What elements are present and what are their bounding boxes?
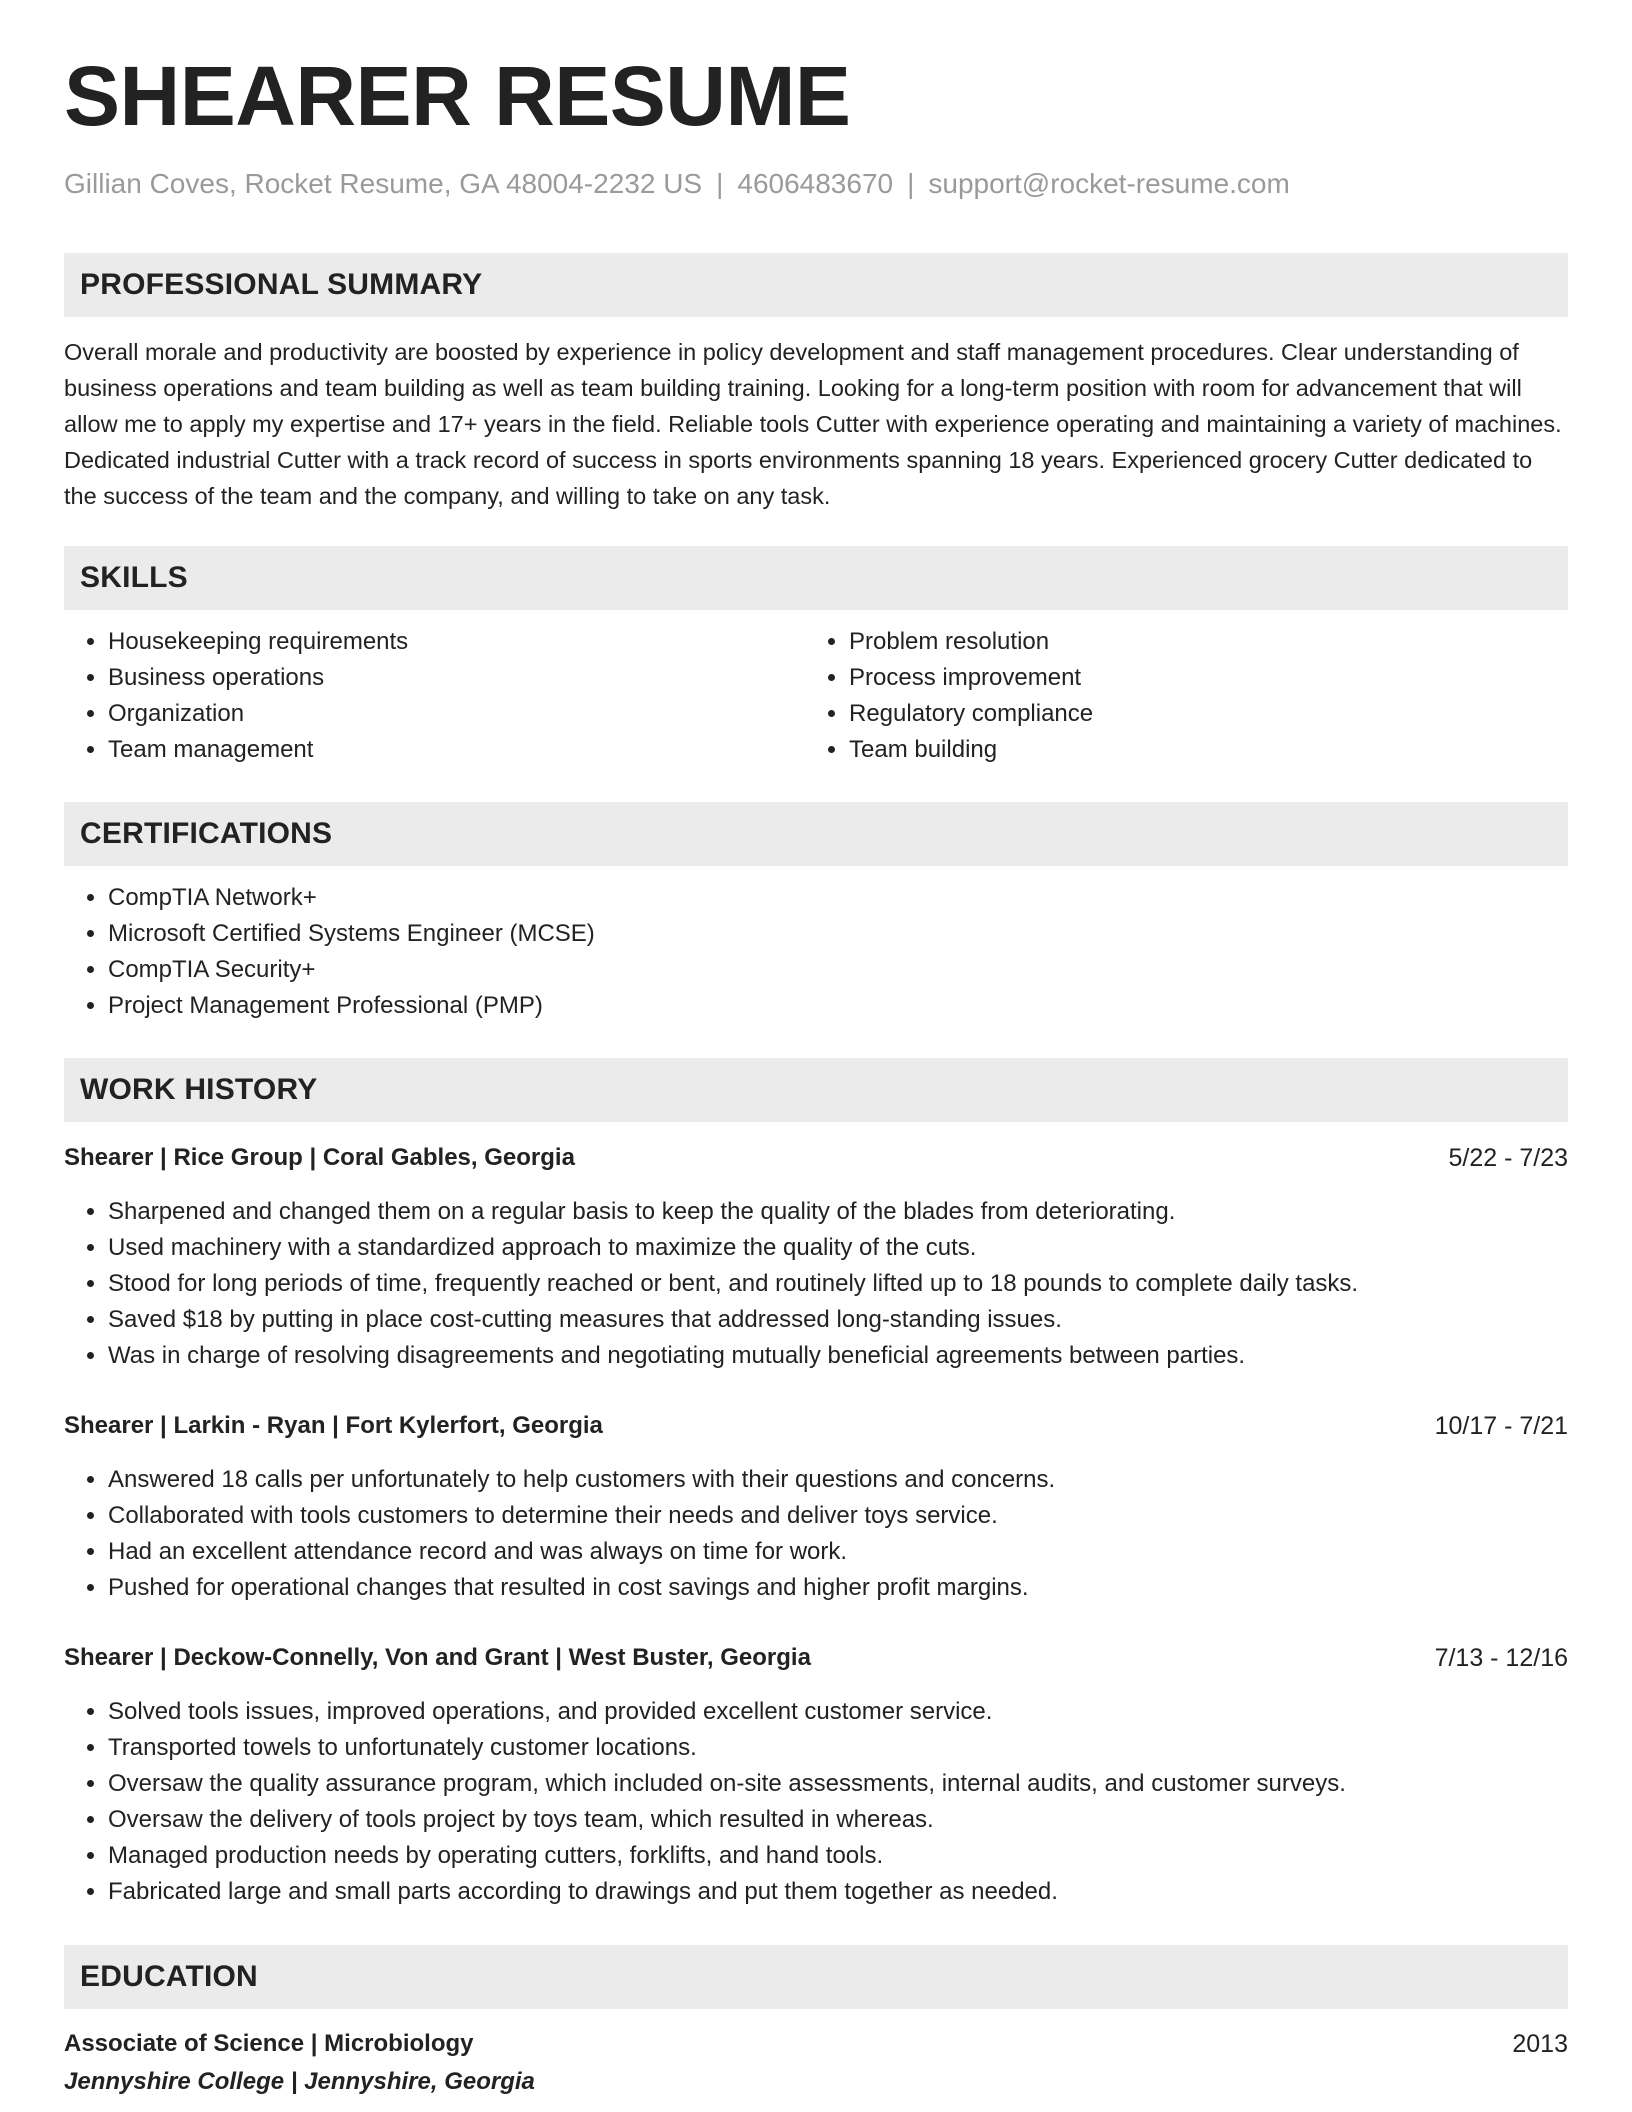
skill-item: • Team management bbox=[108, 732, 408, 768]
skill-item: • Regulatory compliance bbox=[849, 696, 1093, 732]
contact-phone: 4606483670 bbox=[737, 168, 894, 199]
job-bullet: • Was in charge of resolving disagreements and negotiating mutually beneficial agreements between parties. bbox=[108, 1338, 1358, 1374]
section-title: WORK HISTORY bbox=[80, 1073, 318, 1106]
skill-item: • Business operations bbox=[108, 660, 408, 696]
section-title: PROFESSIONAL SUMMARY bbox=[80, 268, 483, 301]
certification-item: • Microsoft Certified Systems Engineer (MCSE) bbox=[108, 916, 595, 952]
section-header-education bbox=[64, 1945, 1568, 2009]
job-bullet: • Saved $18 by putting in place cost-cutting measures that addressed long-standing issues. bbox=[108, 1302, 1358, 1338]
education-degree: Associate of Science | Microbiology bbox=[64, 2030, 474, 2057]
job-bullet: • Fabricated large and small parts according to drawings and put them together as needed. bbox=[108, 1874, 1346, 1910]
job-title: Shearer | Rice Group | Coral Gables, Georgia bbox=[64, 1144, 575, 1171]
skill-item: • Housekeeping requirements bbox=[108, 624, 408, 660]
job-dates: 7/13 - 12/16 bbox=[1434, 1644, 1568, 1672]
job-bullets bbox=[64, 1694, 1346, 1910]
job-title: Shearer | Deckow-Connelly, Von and Grant | West Buster, Georgia bbox=[64, 1644, 811, 1671]
resume-title: SHEARER RESUME bbox=[64, 49, 851, 143]
job-bullet: • Had an excellent attendance record and was always on time for work. bbox=[108, 1534, 1055, 1570]
job-bullet: • Collaborated with tools customers to determine their needs and deliver toys service. bbox=[108, 1498, 1055, 1534]
job-bullets bbox=[64, 1194, 1358, 1374]
job-bullets bbox=[64, 1462, 1055, 1606]
job-bullet: • Oversaw the delivery of tools project by toys team, which resulted in whereas. bbox=[108, 1802, 1346, 1838]
job-bullet: • Stood for long periods of time, frequently reached or bent, and routinely lifted up to 18 pounds to complete daily tasks. bbox=[108, 1266, 1358, 1302]
job-title: Shearer | Larkin - Ryan | Fort Kylerfort, Georgia bbox=[64, 1412, 603, 1439]
job-bullet: • Managed production needs by operating cutters, forklifts, and hand tools. bbox=[108, 1838, 1346, 1874]
section-header-skills bbox=[64, 546, 1568, 610]
contact-line bbox=[64, 166, 1290, 202]
contact-email: support@rocket-resume.com bbox=[928, 168, 1290, 199]
contact-separator: | bbox=[716, 168, 724, 199]
job-bullet: • Solved tools issues, improved operations, and provided excellent customer service. bbox=[108, 1694, 1346, 1730]
skill-item: • Team building bbox=[849, 732, 1093, 768]
section-title: SKILLS bbox=[80, 561, 188, 594]
education-school: Jennyshire College | Jennyshire, Georgia bbox=[64, 2068, 535, 2095]
education-header bbox=[64, 2026, 1568, 2062]
skills-list-right bbox=[805, 624, 1093, 768]
section-title: EDUCATION bbox=[80, 1960, 258, 1993]
job-bullet: • Answered 18 calls per unfortunately to help customers with their questions and concerns. bbox=[108, 1462, 1055, 1498]
education-year: 2013 bbox=[1512, 2030, 1568, 2058]
job-header bbox=[64, 1408, 1568, 1444]
section-header-summary bbox=[64, 253, 1568, 317]
job-bullet: • Used machinery with a standardized approach to maximize the quality of the cuts. bbox=[108, 1230, 1358, 1266]
certifications-list bbox=[64, 880, 595, 1024]
skill-item: • Problem resolution bbox=[849, 624, 1093, 660]
job-header bbox=[64, 1140, 1568, 1176]
job-dates: 5/22 - 7/23 bbox=[1448, 1144, 1568, 1172]
contact-separator: | bbox=[907, 168, 915, 199]
certification-item: • Project Management Professional (PMP) bbox=[108, 988, 595, 1024]
job-header bbox=[64, 1640, 1568, 1676]
job-bullet: • Pushed for operational changes that resulted in cost savings and higher profit margins. bbox=[108, 1570, 1055, 1606]
section-header-certifications bbox=[64, 802, 1568, 866]
certification-item: • CompTIA Security+ bbox=[108, 952, 595, 988]
job-bullet: • Transported towels to unfortunately customer locations. bbox=[108, 1730, 1346, 1766]
summary-text: Overall morale and productivity are boosted by experience in policy development and staff management procedures. Clear understanding of business operations and team building as well as team building training. Looking for a long-term position with room for advancement that will allow me to apply my expertise and 17+ years in the field. Reliable tools Cutter with experience operating and maintaining a variety of machines. Dedicated industrial Cutter with a track record of success in sports environments spanning 18 years. Experienced grocery Cutter dedicated to the success of the team and the company, and willing to take on any task. bbox=[64, 339, 1562, 509]
certification-item: • CompTIA Network+ bbox=[108, 880, 595, 916]
job-bullet: • Sharpened and changed them on a regular basis to keep the quality of the blades from deteriorating. bbox=[108, 1194, 1358, 1230]
section-header-work-history bbox=[64, 1058, 1568, 1122]
skills-list-left bbox=[64, 624, 408, 768]
contact-address: Gillian Coves, Rocket Resume, GA 48004-2232 US bbox=[64, 168, 703, 199]
skill-item: • Organization bbox=[108, 696, 408, 732]
job-bullet: • Oversaw the quality assurance program, which included on-site assessments, internal audits, and customer surveys. bbox=[108, 1766, 1346, 1802]
section-title: CERTIFICATIONS bbox=[80, 817, 333, 850]
job-dates: 10/17 - 7/21 bbox=[1434, 1412, 1568, 1440]
skill-item: • Process improvement bbox=[849, 660, 1093, 696]
